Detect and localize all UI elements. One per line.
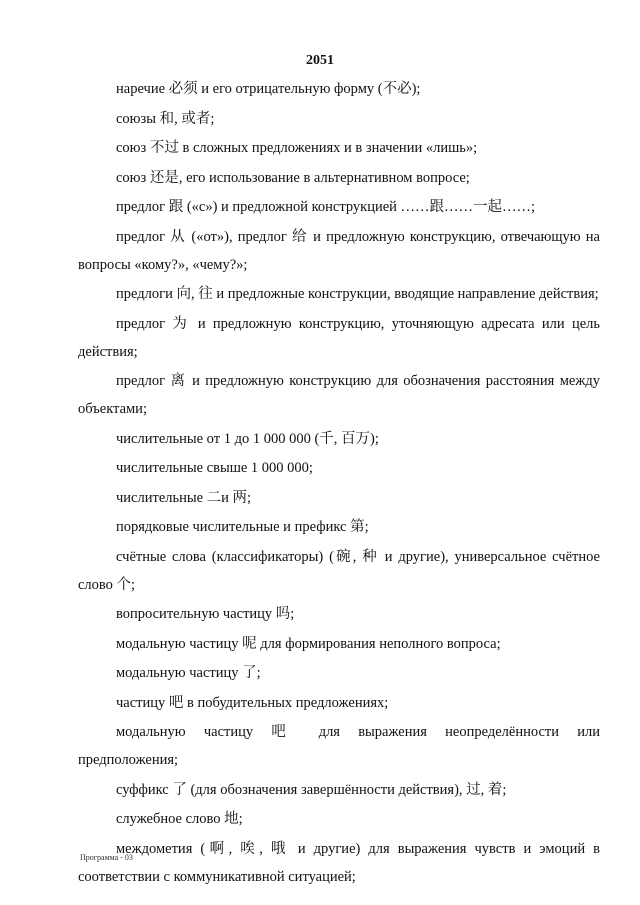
list-item: числительные свыше 1 000 000; [116,460,313,476]
grammar-list [78,75,600,892]
list-item: порядковые числительные и префикс 第; [116,519,369,535]
list-item: частицу 吧 в побудительных предложениях; [116,694,389,711]
list-item: служебное слово 地; [116,811,243,827]
list-item: предлог 为 и предложную конструкцию, уточняющую адресата или цель действия; [78,315,600,360]
list-item: числительные от 1 до 1 000 000 (千, 百万); [116,430,379,447]
footer-note: Программа - 03 [80,853,133,862]
list-item: модальную частицу 了; [116,665,261,681]
list-item: союз 还是, его использование в альтернативном вопросе; [116,169,470,186]
list-item: модальную частицу 呢 для формирования неполного вопроса; [116,635,501,652]
list-item: наречие 必须 и его отрицательную форму (不必); [116,81,421,97]
list-item: предлог 跟 («с») и предложной конструкцией ……跟……一起……; [116,199,536,215]
list-item: предлоги 向, 往 и предложные конструкции, вводящие направление действия; [116,286,599,302]
list-item: союзы 和, 或者; [116,110,215,127]
list-item: счётные слова (классификаторы) (碗, 种 и другие), универсальное счётное слово 个; [78,548,600,593]
list-item: модальную частицу 吧 для выражения неопределённости или предположения; [78,724,600,768]
page-number: 2051 [306,53,334,68]
list-item: междометия (啊, 唉, 哦 и другие) для выражения чувств и эмоций в соответствии с коммуникативной ситуацией; [78,840,600,885]
list-item: вопросительную частицу 吗; [116,606,295,622]
list-item: предлог 离 и предложную конструкцию для обозначения расстояния между объектами; [78,373,600,417]
list-item: числительные 二и 两; [116,489,252,506]
list-item: предлог 从 («от»), предлог 给 и предложную конструкцию, отвечающую на вопросы «кому?», «чему?»; [78,228,600,273]
list-item: союз 不过 в сложных предложениях и в значении «лишь»; [116,140,478,156]
list-item: суффикс 了 (для обозначения завершённости действия), 过, 着; [116,781,507,798]
